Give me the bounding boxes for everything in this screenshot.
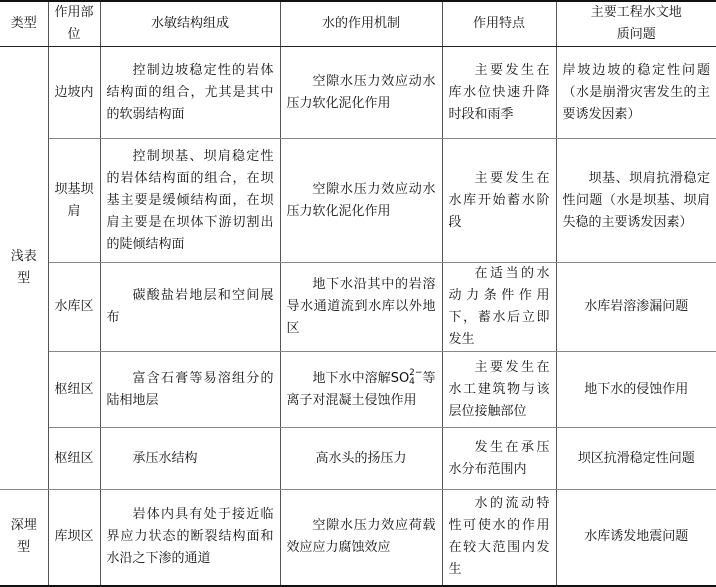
header-row bbox=[0, 1, 716, 47]
structure-cell: 承压水结构 bbox=[100, 428, 280, 490]
header-problems: 主要工程水文地质问题 bbox=[556, 1, 716, 47]
header-position: 作用部位 bbox=[48, 1, 100, 47]
table-row bbox=[0, 490, 716, 586]
mechanism-cell bbox=[280, 352, 442, 428]
sulfate-ion: SO bbox=[390, 370, 410, 386]
table-row bbox=[0, 352, 716, 428]
position-cell: 枢纽区 bbox=[48, 352, 100, 428]
features-cell: 在适当的水动力条件作用下，蓄水后立即发生 bbox=[442, 263, 556, 352]
header-structure: 水敏结构组成 bbox=[100, 1, 280, 47]
features-cell: 发生在承压水分布范围内 bbox=[442, 428, 556, 490]
header-type: 类型 bbox=[0, 1, 48, 47]
position-cell: 枢纽区 bbox=[48, 428, 100, 490]
mechanism-cell: 高水头的扬压力 bbox=[280, 428, 442, 490]
features-cell: 主要发生在水工建筑物与该层位接触部位 bbox=[442, 352, 556, 428]
sulfate-ion-subscript: 4 bbox=[409, 377, 415, 387]
features-cell: 主要发生在水库开始蓄水阶段 bbox=[442, 139, 556, 263]
mechanism-text-post: 等离子对混凝土侵蚀作用 bbox=[286, 370, 436, 408]
features-cell: 水的流动特性可使水的作用在较大范围内发生 bbox=[442, 490, 556, 586]
mechanism-cell: 地下水沿其中的岩溶导水通道流到水库以外地区 bbox=[280, 263, 442, 352]
structure-cell: 碳酸盐岩地层和空间展布 bbox=[100, 263, 280, 352]
header-features: 作用特点 bbox=[442, 1, 556, 47]
table-row bbox=[0, 263, 716, 352]
position-cell: 水库区 bbox=[48, 263, 100, 352]
header-mechanism: 水的作用机制 bbox=[280, 1, 442, 47]
table-row bbox=[0, 139, 716, 263]
features-cell: 主要发生在库水位快速升降时段和雨季 bbox=[442, 47, 556, 139]
position-cell: 边坡内 bbox=[48, 47, 100, 139]
problems-cell: 地下水的侵蚀作用 bbox=[556, 352, 716, 428]
table-row bbox=[0, 428, 716, 490]
structure-cell: 控制坝基、坝肩稳定性的岩体结构面的组合，在坝基主要是缓倾结构面，在坝肩主要是在坝体下游切割出的陡倾结构面 bbox=[100, 139, 280, 263]
position-cell: 库坝区 bbox=[48, 490, 100, 586]
problems-cell: 坝基、坝肩抗滑稳定性问题（水是坝基、坝肩失稳的主要诱发因素） bbox=[556, 139, 716, 263]
mechanism-cell: 空隙水压力效应荷载效应应力腐蚀效应 bbox=[280, 490, 442, 586]
problems-cell: 水库岩溶渗漏问题 bbox=[556, 263, 716, 352]
structure-cell: 岩体内具有处于接近临界应力状态的断裂结构面和水沿之下渗的通道 bbox=[100, 490, 280, 586]
type-cell-shallow: 浅表型 bbox=[0, 47, 48, 490]
problems-cell: 坝区抗滑稳定性问题 bbox=[556, 428, 716, 490]
type-cell-deep: 深埋型 bbox=[0, 490, 48, 586]
table-row bbox=[0, 47, 716, 139]
sulfate-ion-charge: 2− bbox=[409, 368, 423, 378]
problems-cell: 岸坡边坡的稳定性问题（水是崩滑灾害发生的主要诱发因素） bbox=[556, 47, 716, 139]
mechanism-cell: 空隙水压力效应动水压力软化泥化作用 bbox=[280, 47, 442, 139]
mechanism-cell: 空隙水压力效应动水压力软化泥化作用 bbox=[280, 139, 442, 263]
structure-cell: 富含石膏等易溶组分的陆相地层 bbox=[100, 352, 280, 428]
position-cell: 坝基坝肩 bbox=[48, 139, 100, 263]
mechanism-text-pre: 地下水中溶解 bbox=[312, 370, 391, 386]
structure-cell: 控制边坡稳定性的岩体结构面的组合，尤其是其中的软弱结构面 bbox=[100, 47, 280, 139]
problems-cell: 水库诱发地震问题 bbox=[556, 490, 716, 586]
